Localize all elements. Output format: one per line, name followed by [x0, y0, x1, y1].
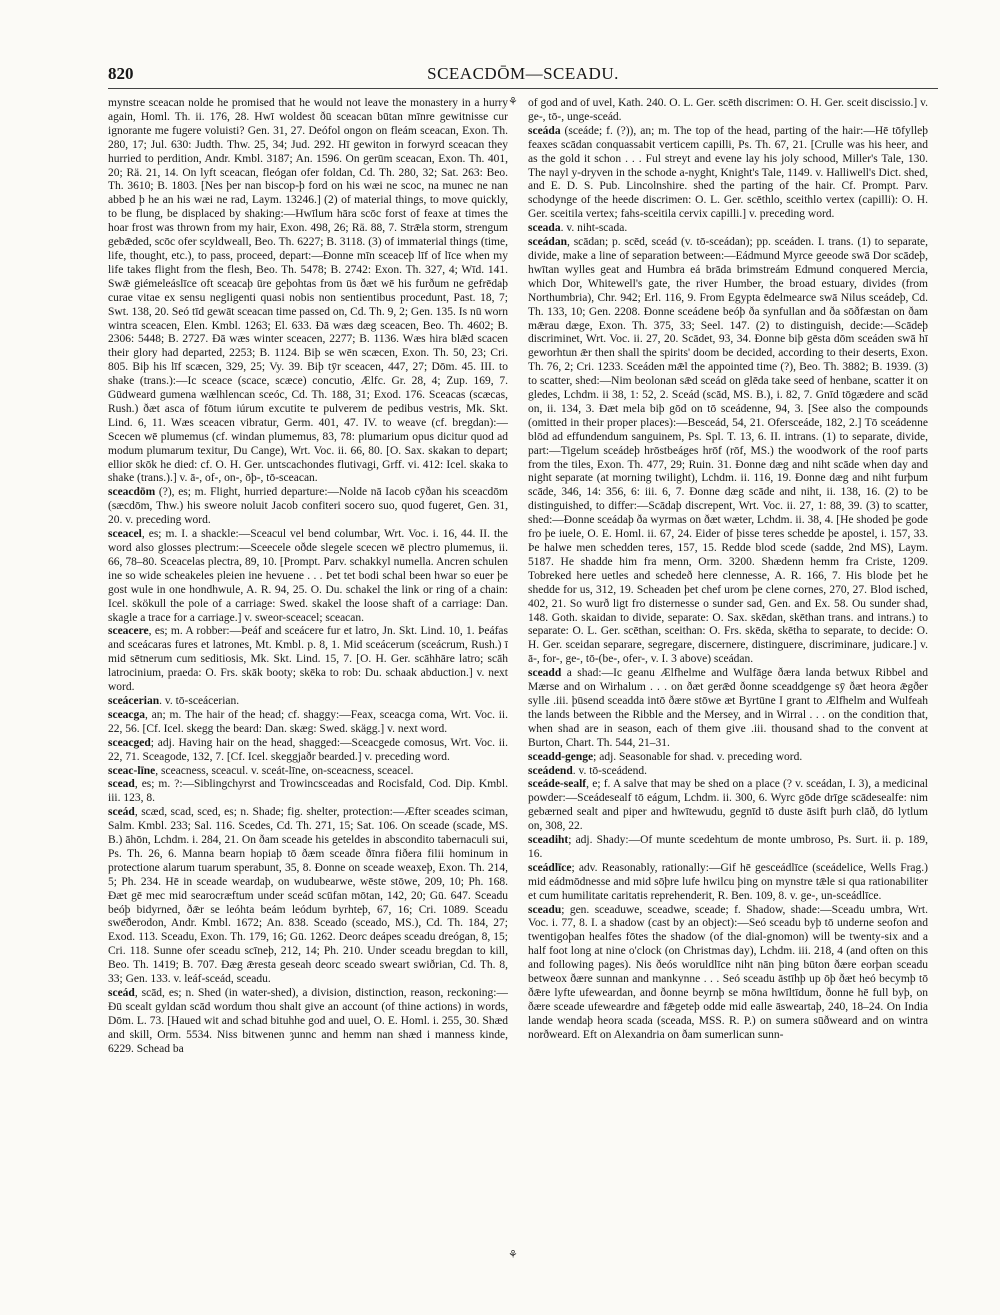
dictionary-entry [528, 97, 928, 125]
dictionary-entry [528, 904, 928, 1043]
entry-text: . v. niht-scada. [560, 222, 628, 235]
entry-text: , es; m. A robber:—Þeáf and sceácere fur et latro, Jn. Skt. Lind. 10, 1. Þeáfas and sceácaras fures et latrones, Mt. Kmbl. p. 8, 1. Mid sceácerum (sceácrum, Rush.) ī mid sētnerum cum seditiosis, Mk. Skt. Lind. 15, 7. [O. H. Ger. scāhhāre latro; scāh latrocinium, praeda: O. Frs. skāk booty; skēka to rob: Du. schaak abduction.] v. next word. [108, 625, 508, 694]
entry-text: (?), es; m. Flight, hurried departure:—Nolde nā Iacob cȳðan his sceacdōm (sæcdōm, Thw.) his sweore noluit Jacob confiteri socero suo, quod fugeret, Gen. 31, 20. v. preceding word. [108, 486, 508, 527]
entry-text: ; adv. Reasonably, rationally:—Gif hē gesceádlīce (sceádelice, Wells Frag.) mid eádmōdnesse and mid sōþre lufe hwilcu þing on mynstre tǣle si qua rationabiliter et cum humilitate caritatis reprehenderit, R. Ben. 109, 8. v. ge-, un-sceádlīce. [528, 861, 928, 902]
entry-headword: sceáde-sealf [528, 778, 587, 791]
running-head: SCEACDŌM—SCEADU. [427, 64, 619, 83]
gutter-mark-top: ⚘ [508, 96, 518, 108]
entry-text: a shad:—Ic geanu Ælfhelme and Wulfāge ðæra landa betwux Ribbel and Mærse and on Wirhalum . . . on ðæt gerǣd ðonne sceaddgenge sȳ ðæt heora ǣgðer sylle .iii. þūsend sceadda intō ðære stōwe æt Byrtūne I grant to Ælfhelm and Wulfeah the lands between the Ribble and the Mersey, and in Wirral . . . on the condition that, when shad are in season, each of them give .iii. thousand shad to the convent at Burton, Chart. Th. 544, 21–31. [528, 667, 928, 749]
entry-text: of god and of uvel, Kath. 240. O. L. Ger. scēth discrimen: O. H. Ger. sceit discissio.] v. ge-, tō-, unge-sceád. [528, 97, 928, 123]
entry-headword: sceac-līne [108, 764, 156, 777]
dictionary-entry [108, 97, 508, 486]
dictionary-entry [108, 737, 508, 765]
entry-headword: sceada [528, 222, 561, 235]
entry-text: . v. tō-sceádend. [572, 764, 648, 777]
entry-text: ; adj. Shady:—Of munte scedehtum de monte umbroso, Ps. Surt. ii. p. 189, 16. [528, 834, 928, 860]
dictionary-entry [528, 751, 928, 765]
entry-text: ; adj. Seasonable for shad. v. preceding word. [593, 750, 803, 763]
dictionary-entry [528, 834, 928, 862]
entry-text: ; adj. Having hair on the head, shagged:—Sceacgede comosus, Wrt. Voc. ii. 22, 71. Sceagode, 132, 7. [Cf. Icel. skeggjaðr bearded.] v. preceding word. [108, 736, 508, 763]
dictionary-entry [528, 778, 928, 834]
dictionary-entry [108, 486, 508, 528]
dictionary-entry [528, 236, 928, 667]
dictionary-entry [108, 765, 508, 779]
entry-headword: sceadd [528, 667, 562, 680]
dictionary-entry [528, 222, 928, 236]
dictionary-entry [108, 709, 508, 737]
entry-headword: scead [108, 778, 135, 791]
dictionary-entry [108, 528, 508, 625]
entry-text: . v. tō-sceácerian. [159, 694, 240, 707]
entry-text: , an; m. The hair of the head; cf. shaggy:—Feax, sceacga coma, Wrt. Voc. ii. 22, 56. [Cf. Icel. skegg the beard: Dan. skæg: Swed. skägg.] v. next word. [108, 708, 508, 735]
dictionary-entry [528, 667, 928, 750]
entry-headword: sceadu [528, 903, 562, 916]
entry-text: , e; f. A salve that may be shed on a place (? v. sceádan, I. 3), a medicinal powder:—Sceádesealf tō eágum, Lchdm. ii. 300, 6. Wyrc gōde drīge scādesealfe: nim gebærned sealt and piper and hwītewudu, gegnīd tō duste āsift þurh clāð, dō lytlum on, 308, 22. [528, 778, 928, 833]
right-column [528, 97, 928, 1247]
entry-text: (sceáde; f. (?)), an; m. The top of the head, parting of the hair:—Hē tōfylleþ feaxes scādan conquassabit verticem capilli, Ps. Th. 67, 21. [Crulle was his heer, and as the gold it schon . . . Ful streyt and evene lay his joly schood, Miller's Tale, 130. The nayl y-dryven in the schode a-nyght, Knight's Tale, 1149. v. Halliwell's Dict. shed, and E. D. S. Pub. Lincolnshire. shed the parting of the hair. Cf. Prompt. Parv. schodynge of the heede discrimen: O. L. Ger. scēthlo, sceithlo vertex (capilli): O. H. Ger. sceitila vertex; fahs-sceitila cervix capilli.] v. preceding word. [528, 124, 928, 221]
dictionary-entry [108, 625, 508, 695]
entry-text: , scād, es; n. Shed (in water-shed), a division, distinction, reason, reckoning:—Ðū scealt gyldan scād wordum thou shalt give an account (of thine actions) in words, Dōm. L. 73. [Haued wit and schad bituhhe god and uuel, O. E. Homl. i. 255, 30. Shæd and skill, Orm. 5534. Niss bitwenen ȝunnc and hemm nan shæd i manness kinde, 6229. Schead ba [108, 987, 508, 1055]
page-header [108, 64, 938, 88]
entry-headword: sceacere [108, 625, 149, 638]
entry-text: ; gen. sceaduwe, sceadwe, sceade; f. Shadow, shade:—Sceadu umbra, Wrt. Voc. i. 77, 8. I. a shadow (cast by an object):—Seó sceadu byþ tō underne seofon and twentigoþan healfes fōtes the shadow (of the dial-gnomon) will be twenty-six and a half foot long at nine o'clock (on Christmas day), Lchdm. iii. 218, 4 (and often on this and following pages). Nis ðeós woruldlīce niht nān þing būton ðære eorþan sceadu betweox ðære sunnan and mankynne . . . Seó sceadu āstīhþ up ōþ ðæt heó becymþ tō ðǣre lyfte ufeweardan, and ðonne beyrnþ se mōna hwīltīdum, ðonne hē full byþ, on ðære sceade ufeweardre and fǣgeteþ odde mid ealle āsweartaþ, 240, 18–24. On India lande wendaþ heora scada (sceada, MSS. R. P.) on sumera sūðweard and on wintra norðweard. Eft on Alexandria on ðam sumerlican sunn- [528, 903, 928, 1041]
entry-headword: sceád [108, 987, 135, 999]
page-number: 820 [108, 64, 134, 83]
gutter-mark-bottom: ⚘ [508, 1249, 518, 1261]
entry-headword: sceadd-genge [528, 750, 594, 763]
dictionary-entry [108, 987, 508, 1057]
left-column [108, 97, 508, 1247]
entry-headword: sceád [108, 806, 135, 819]
entry-text: , scæd, scad, sced, es; n. Shade; fig. shelter, protection:—Æfter sceades sciman, Salm. Kmbl. 233; Sal. 116. Scedes, Cd. Th. 271, 15; Sat. 106. On sceade (scade, MS. B.) āhōn, Lchdm. i. 284, 21. On ðam sceade his geteldes in abscondito tabernaculi sui, Ps. Th. 26, 6. Manna bearn hopiaþ tō ðæm sceade ðīnra fiðera filii hominum in protectione alarum tuarum sperabunt, 35, 8. Ðonne on sceade weaxeþ, Exon. Th. 214, 5; Ph. 234. Hē in sceade weardaþ, on wudubearwe, wēste stōwe, 209, 10; Ph. 168. Ðæt gē mec mid searocræftum under sceád scūfan mōtan, 142, 20; Gū. 647. Sceadu beóþ bidyrned, ðǣr se leóhta beám leódum byrhteþ, 67, 16; Cri. 1089. Sceadu swe͞ðerodon, Andr. Kmbl. 1672; An. 838. Sceado (sceado, MS.), Cd. Th. 184, 27; Exod. 113. Sceadu, Exon. Th. 179, 16; Gū. 1262. Deorc deápes sceadu dreógan, 8, 15; Cri. 118. Sunne ofer sceadu scīneþ, 212, 14; Ph. 210. Under sceadu bregdan to kill, Beo. Th. 1419; B. 707. Ðæg ǣresta geseah deorc sceado sweart swiðrian, Cd. Th. 8, 33; Gen. 133. v. leáf-sceád, sceadu. [108, 806, 508, 986]
entry-headword: sceáda [528, 124, 561, 137]
entry-headword: sceacdōm [108, 486, 156, 499]
dictionary-entry [528, 765, 928, 779]
header-rule [108, 88, 938, 89]
dictionary-entry [528, 125, 928, 222]
entry-headword: sceacga [108, 708, 146, 721]
entry-text: , scādan; p. scēd, sceád (v. tō-sceádan); pp. sceáden. I. trans. (1) to separate, divide, make a line of separation between:—Eádmund Myrce geeode swā Dor scādeþ, hwītan wylles geat and Humbra eá brāda brimstreám Edmund conquered Mercia, which Dor, Whitewell's gate, the river Humber, the broad estuary, divides (from Northumbria), Chr. 942; Erl. 116, 9. From Egypta ēdelmearce swā Nilus sceádeþ, Cd. Th. 133, 10; Gen. 2208. Ðonne sceádene beóþ ða synfullan and ða sōðfæstan on ðam mǣrau dæge, Exon. Th. 375, 33; Seel. 147. (2) to distinguish, decide:—Scādeþ discriminet, Wrt. Voc. ii. 27, 20. Scādet, 93, 34. Ðonne biþ gēsta dōm sceáden swā hī geworhtun ǣr then shall the spirits' doom be decided, according to their deserts, Exon. Th. 76, 2; Cri. 1233. Sceáden mǣl the appointed time (?), Beo. Th. 3882; B. 1939. (3) to scatter, shed:—Nim beolonan sǣd sceád on glēda take seed of henbane, scatter it on gledes, Lchdm. ii 38, 1: 52, 2. Sceád (scād, MS. B.), i. 82, 7. Gnīd tōgædere and scād on, ii. 134, 3. Ðæt mela biþ gōd on tō sceádenne, 94, 3. [See also the compounds (omitted in their proper places):—Besceád, 54, 21. Ofersceáde, 182, 2.] Tō sceádenne blōd ad effundendum sanguinem, Ps. Spl. T. 13, 6. II. intrans. (1) to separate, divide, part:—Tigelum sceádeþ hrōstbeáges hrōf (rōf, MS.) the woodwork of the roof parts from the tiles, Exon. Th. 477, 29; Ruin. 31. Ðonne dæg and niht scāde when day and night separate (at morning twilight), Lchdm. ii. 116, 19. Ðonne dæg and niht furþum scāde, 346, 14: 356, 6: iii. 6, 7. Ðonne dæg scāde and niht, ii. 138, 16. (2) to be distinguished, to differ:—Scādaþ discrepent, Wrt. Voc. ii. 27, 1: 88, 39. (3) to scatter, shed:—Ðonne sceádaþ ða wyrmas on ðæt wæter, Lchdm. ii. 38, 4. [He shoded þe gode fro þe iuele, O. E. Homl. ii. 67, 24. Eider of þisse teres schedde þe apostel, i. 157, 33. Þe halwe men schedden teres, 157, 15. Redde blod scede (sadde, 2nd MS), Laym. 5187. He shadde him fra menn, Orm. 3200. Shædenn hemm fra Criste, 1209. Tobreked here uetles and schedeð here clennesse, A. R. 166, 7. His blode þet he shedde for us, 312, 19. Scheaden þet chef urom þe clene cornes, 270, 27. Blod isched, 402, 21. So wurð ligt fro disternesse o sunder sad, Gen. and Ex. 58. Ou sunder shad, 148. Goth. skaidan to divide, separate: O. Sax. skēdan, skēthan trans. and intrans.) to separate: O. L. Ger. scēthan, sceithan: O. Frs. skēda, skētha to separate, to decide: O. H. Ger. sceidan separare, segregare, discernere, distinguere, discriminare, judicare.] v. ā-, for-, ge-, tō-(be-, ofer-, v. I. 3 above) sceádan. [528, 236, 928, 666]
entry-headword: sceacel [108, 528, 142, 541]
entry-headword: sceádend [528, 764, 573, 777]
entry-text: , es; m. ?:—Siblingchyrst and Trowincsceadas and Rocisfald, Cod. Dip. Kmbl. iii. 123, 8. [108, 778, 508, 805]
entry-headword: sceádan [528, 236, 567, 249]
entry-text: , sceacness, sceacul. v. sceát-līne, on-sceacness, sceacel. [155, 764, 414, 777]
dictionary-entry [528, 862, 928, 904]
entry-headword: sceadiht [528, 834, 569, 847]
entry-headword: sceacged [108, 736, 151, 749]
entry-text: , es; m. I. a shackle:—Sceacul vel bend columbar, Wrt. Voc. i. 16, 44. II. the word also glosses plectrum:—Sceecele oðde slegele scecen wē plectro plumemus, ii. 66, 78–80. Sceacelas plectra, 89, 10. [Prompt. Parv. schakkyl numella. Ancren schulen ine so wide scheakeles pleien ine hevuene . . . Þet tet bodi schal been hwar so euer þe gost wule in one hondhwule, A. R. 94, 25. O. Du. schakel the link or ring of a chain: Icel. skökull the pole of a carriage: Swed. skakel the loose shaft of a carriage: Dan. skagle a trace for a carriage.] v. sweor-sceacel; sceacan. [108, 528, 508, 624]
dictionary-entry [108, 806, 508, 987]
entry-text: mynstre sceacan nolde he promised that he would not leave the monastery in a hurry again, Homl. Th. ii. 176, 28. Hwī woldest ðū sceacan būtan mīnre gewitnisse cur ignorante me fugere voluisti? Gen. 31, 27. Deófol ongon on fleám sceacan, Exon. Th. 280, 17; Jul. 630: Judth. Thw. 25, 34; Jud. 292. Hī gewiton in forwyrd sceacan they hurried to perdition, Andr. Kmbl. 3187; An. 1596. On gerūm sceacan, Exon. Th. 401, 20; Rä. 21, 14. On lyft sceacan, fleógan ofer foldan, Cd. Th. 280, 32; Sat. 263: Beo. Th. 3610; B. 1803. [Nes þer nan biscop-þ ford on his wæi ne scoc, na munec ne nan abbed þ he an his wæi ne rad, Laym. 13246.] (2) of material things, to move quickly, to be flung, be displaced by shaking:—Hwīlum hāra scōc forst of feaxe at times the hoar frost was thrown from my hair, Exon. 498, 26; Rä. 88, 7. Strǣla storm, strengum gebǣded, scōc ofer scyldweall, Beo. Th. 6227; B. 3118. (3) of immaterial things (time, life, thought, etc.), to pass, proceed, depart:—Ðonne mīn sceaceþ līf of līce when my life takes flight from the flesh, Beo. Th. 5478; B. 2742: Exon. Th. 327, 4; Wīd. 141. Swǣ giémeleáslīce oft sceacaþ ūre geþohtas from ūs ðæt wē his furðum ne gefrēdaþ curae vitae ex sensu negligenti quasi nobis non sentientibus procedunt, Past. 18, 7; Swt. 138, 20. Seó tīd gewāt sceacan time passed on, Cd. Th. 9, 2; Gen. 135. Is nū worn wintra sceacen, Elen. Kmbl. 1263; El. 633. Ðā wæs dæg sceacen, Beo. Th. 4602; B. 2306: 5448; B. 2727. Ðā wæs winter sceacen, 2277; B. 1136. Wæs hira blǣd scacen their glory had departed, 2253; B. 1124. Biþ se wēn scæcen, Exon. Th. 50, 23; Cri. 805. Biþ his līf scæcen, 329, 25; Vy. 39. Biþ tȳr sceacen, 447, 27; Dōm. 45. III. to shake (trans.):—Ic sceace (scace, scæce) concutio, Ælfc. Gr. 28, 4; Zup. 169, 7. Gūdweard gumena wælhlencan sceóc, Cd. Th. 188, 31; Exod. 176. Sceacas (scæcas, Rush.) ðæt asca of fōtum iúrum excutite te pulverem de pedibus vestris, Mk. Skt. Lind. 6, 11. Wæs sceacen vibratur, Germ. 401, 47. IV. to weave (cf. bregdan):—Scecen wē plumemus (cf. windan plumemus, 83, 78: plumarium opus dicitur quod ad modum plumarum texitur, Du Cange), Wrt. Voc. ii. 66, 80. [O. Sax. skakan to depart; ellior skōk he died: cf. O. H. Ger. untscachondes flutivagi, Grff. vi. 412: Icel. skaka to shake (trans.).] v. ā-, of-, on-, ōþ-, tō-sceacan. [108, 97, 508, 485]
dictionary-entry [108, 778, 508, 806]
dictionary-entry [108, 695, 508, 709]
entry-headword: sceácerian [108, 694, 160, 707]
entry-headword: sceádlīce [528, 861, 572, 874]
